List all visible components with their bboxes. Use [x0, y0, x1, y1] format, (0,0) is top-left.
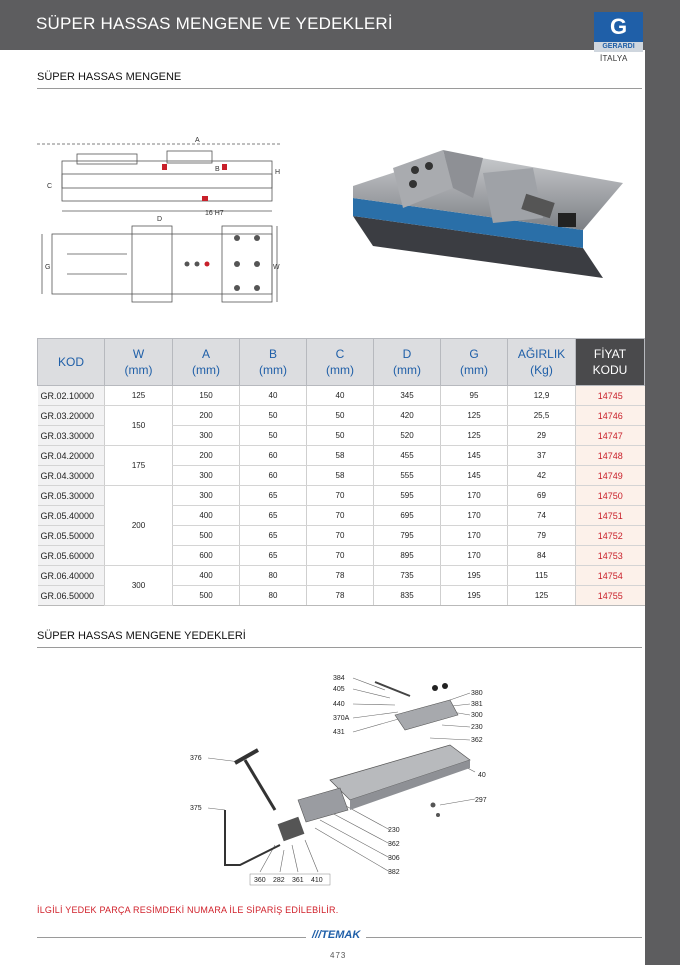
table-row — [38, 486, 645, 506]
part-label-361: 361 — [292, 877, 304, 884]
cell-b: 40 — [240, 386, 307, 406]
cell-weight: 115 — [508, 566, 576, 586]
vise-product-image — [333, 128, 630, 304]
vise-technical-drawing — [37, 126, 282, 318]
cell-a: 150 — [173, 386, 240, 406]
cell-weight: 29 — [508, 426, 576, 446]
cell-kod: GR.05.40000 — [38, 506, 105, 526]
cell-d: 895 — [374, 546, 441, 566]
cell-c: 58 — [307, 446, 374, 466]
cell-c: 78 — [307, 586, 374, 606]
cell-price-code: 14754 — [576, 566, 645, 586]
part-label-405: 405 — [333, 686, 345, 693]
part-label-380: 380 — [471, 690, 483, 697]
cell-price-code: 14753 — [576, 546, 645, 566]
part-label-382: 382 — [388, 869, 400, 876]
cell-price-code: 14746 — [576, 406, 645, 426]
col-header-d: D (mm) — [374, 339, 441, 386]
cell-b: 65 — [240, 486, 307, 506]
dim-a-label: A — [195, 137, 200, 144]
part-label-282: 282 — [273, 877, 285, 884]
cell-a: 500 — [173, 586, 240, 606]
cell-price-code: 14755 — [576, 586, 645, 606]
page-number: 473 — [330, 951, 347, 960]
cell-w: 125 — [105, 386, 173, 406]
cell-price-code: 14751 — [576, 506, 645, 526]
cell-b: 50 — [240, 426, 307, 446]
cell-d: 345 — [374, 386, 441, 406]
part-label-381: 381 — [471, 701, 483, 708]
cell-g: 170 — [441, 486, 508, 506]
part-label-370a: 370A — [333, 715, 350, 722]
cell-c: 78 — [307, 566, 374, 586]
order-note: İLGİLİ YEDEK PARÇA RESİMDEKİ NUMARA İLE SİPARİŞ EDİLEBİLİR. — [37, 905, 339, 915]
part-label-440: 440 — [333, 701, 345, 708]
cell-g: 170 — [441, 546, 508, 566]
table-row — [38, 406, 645, 426]
cell-g: 195 — [441, 586, 508, 606]
cell-kod: GR.05.30000 — [38, 486, 105, 506]
cell-price-code: 14748 — [576, 446, 645, 466]
part-label-384: 384 — [333, 675, 345, 682]
col-header-w: W (mm) — [105, 339, 173, 386]
cell-c: 70 — [307, 546, 374, 566]
cell-price-code: 14745 — [576, 386, 645, 406]
cell-weight: 69 — [508, 486, 576, 506]
section-divider — [37, 88, 642, 89]
cell-kod: GR.05.50000 — [38, 526, 105, 546]
cell-g: 125 — [441, 426, 508, 446]
col-header-a: A (mm) — [173, 339, 240, 386]
table-header-row — [38, 339, 645, 386]
part-label-306: 306 — [388, 855, 400, 862]
col-header-weight: AĞIRLIK (Kg) — [508, 339, 576, 386]
cell-b: 80 — [240, 586, 307, 606]
part-label-360: 360 — [254, 877, 266, 884]
footer-brand: TEMAK — [321, 929, 361, 941]
part-label-375: 375 — [190, 805, 202, 812]
cell-b: 65 — [240, 506, 307, 526]
cell-kod: GR.02.10000 — [38, 386, 105, 406]
logo-country: İTALYA — [600, 54, 628, 63]
col-header-b: B (mm) — [240, 339, 307, 386]
cell-a: 400 — [173, 566, 240, 586]
cell-c: 40 — [307, 386, 374, 406]
cell-kod: GR.03.20000 — [38, 406, 105, 426]
cell-weight: 74 — [508, 506, 576, 526]
col-header-c: C (mm) — [307, 339, 374, 386]
cell-w: 200 — [105, 486, 173, 566]
cell-a: 600 — [173, 546, 240, 566]
cell-g: 195 — [441, 566, 508, 586]
cell-price-code: 14749 — [576, 466, 645, 486]
cell-g: 170 — [441, 526, 508, 546]
dim-d-label: D — [157, 216, 163, 223]
logo-g-icon: G — [609, 14, 628, 39]
cell-c: 50 — [307, 406, 374, 426]
cell-b: 50 — [240, 406, 307, 426]
cell-price-code: 14752 — [576, 526, 645, 546]
part-label-362-bottom: 362 — [388, 841, 400, 848]
part-label-362-top: 362 — [471, 737, 483, 744]
dim-c-label: C — [47, 183, 53, 190]
cell-b: 60 — [240, 446, 307, 466]
cell-weight: 84 — [508, 546, 576, 566]
section-title-vise: SÜPER HASSAS MENGENE — [37, 71, 182, 83]
cell-g: 125 — [441, 406, 508, 426]
cell-a: 400 — [173, 506, 240, 526]
part-label-40: 40 — [478, 772, 486, 779]
cell-d: 595 — [374, 486, 441, 506]
cell-c: 58 — [307, 466, 374, 486]
cell-kod: GR.05.60000 — [38, 546, 105, 566]
cell-w: 175 — [105, 446, 173, 486]
temak-logo — [306, 929, 366, 941]
part-label-431: 431 — [333, 729, 345, 736]
cell-c: 70 — [307, 526, 374, 546]
logo-name: GERARDI — [594, 42, 643, 52]
cell-kod: GR.06.50000 — [38, 586, 105, 606]
cell-c: 70 — [307, 506, 374, 526]
cell-d: 555 — [374, 466, 441, 486]
cell-g: 145 — [441, 466, 508, 486]
cell-a: 200 — [173, 446, 240, 466]
cell-b: 65 — [240, 546, 307, 566]
cell-d: 695 — [374, 506, 441, 526]
cell-g: 95 — [441, 386, 508, 406]
cell-c: 70 — [307, 486, 374, 506]
cell-b: 80 — [240, 566, 307, 586]
temak-logo-icon: /// — [312, 929, 322, 941]
cell-d: 795 — [374, 526, 441, 546]
cell-g: 145 — [441, 446, 508, 466]
spare-parts-diagram — [180, 660, 510, 895]
cell-w: 150 — [105, 406, 173, 446]
dim-h-label: H — [275, 169, 281, 176]
dim-keyway-label: 16 H7 — [205, 210, 224, 217]
cell-a: 200 — [173, 406, 240, 426]
dim-b-label: B — [215, 166, 220, 173]
cell-d: 735 — [374, 566, 441, 586]
cell-a: 300 — [173, 486, 240, 506]
spec-table — [37, 338, 645, 606]
part-label-300: 300 — [471, 712, 483, 719]
table-row — [38, 446, 645, 466]
section-title-spare-parts: SÜPER HASSAS MENGENE YEDEKLERİ — [37, 630, 246, 642]
side-bar — [645, 50, 680, 965]
page-title: SÜPER HASSAS MENGENE VE YEDEKLERİ — [36, 14, 393, 33]
part-label-297: 297 — [475, 797, 487, 804]
table-row — [38, 386, 645, 406]
cell-b: 60 — [240, 466, 307, 486]
cell-kod: GR.04.30000 — [38, 466, 105, 486]
col-header-kod: KOD — [38, 339, 105, 386]
cell-b: 65 — [240, 526, 307, 546]
cell-weight: 12,9 — [508, 386, 576, 406]
part-label-230-top: 230 — [471, 724, 483, 731]
part-label-410: 410 — [311, 877, 323, 884]
part-label-230-bottom: 230 — [388, 827, 400, 834]
cell-a: 500 — [173, 526, 240, 546]
brand-logo — [594, 12, 643, 52]
cell-kod: GR.06.40000 — [38, 566, 105, 586]
col-header-price-code: FİYAT KODU — [576, 339, 645, 386]
cell-weight: 79 — [508, 526, 576, 546]
cell-weight: 125 — [508, 586, 576, 606]
cell-d: 420 — [374, 406, 441, 426]
table-row — [38, 566, 645, 586]
cell-weight: 25,5 — [508, 406, 576, 426]
section-divider — [37, 647, 642, 648]
cell-d: 455 — [374, 446, 441, 466]
cell-kod: GR.03.30000 — [38, 426, 105, 446]
dim-g-label: G — [45, 264, 51, 271]
cell-d: 520 — [374, 426, 441, 446]
cell-price-code: 14750 — [576, 486, 645, 506]
cell-w: 300 — [105, 566, 173, 606]
cell-a: 300 — [173, 426, 240, 446]
cell-weight: 37 — [508, 446, 576, 466]
cell-kod: GR.04.20000 — [38, 446, 105, 466]
cell-price-code: 14747 — [576, 426, 645, 446]
col-header-g: G (mm) — [441, 339, 508, 386]
cell-weight: 42 — [508, 466, 576, 486]
part-label-376: 376 — [190, 755, 202, 762]
cell-d: 835 — [374, 586, 441, 606]
cell-a: 300 — [173, 466, 240, 486]
dim-w-label: W — [273, 264, 280, 271]
cell-g: 170 — [441, 506, 508, 526]
cell-c: 50 — [307, 426, 374, 446]
